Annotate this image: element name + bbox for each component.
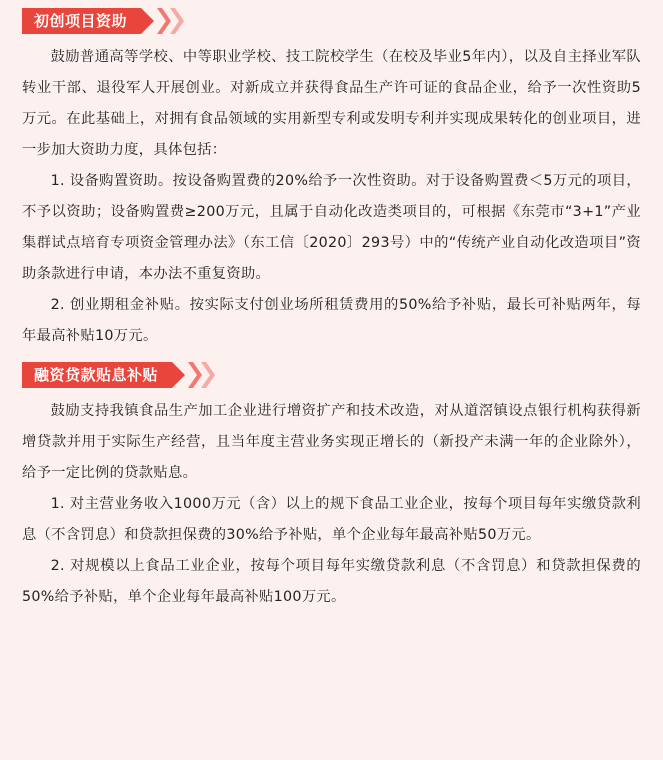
section-title: 初创项目资助 <box>22 8 141 34</box>
list-item: 2. 创业期租金补贴。按实际支付创业场所租赁费用的50%给予补贴，最长可补贴两年，每年最高补贴10万元。 <box>22 297 641 344</box>
list-item: 2. 对规模以上食品工业企业，按每个项目每年实缴贷款利息（不含罚息）和贷款担保费的50%给予补贴，单个企业每年最高补贴100万元。 <box>22 558 641 605</box>
decorative-chevrons <box>158 8 184 34</box>
decorative-chevrons <box>189 362 215 388</box>
section-intro: 鼓励支持我镇食品生产加工企业进行增资扩产和技术改造，对从道滘镇设点银行机构获得新增贷款并用于实际生产经营，且当年度主营业务实现正增长的（新投产未满一年的企业除外），给予一定比例的贷款贴息。 <box>22 403 641 481</box>
chevron-right-icon <box>188 362 202 388</box>
chevron-right-icon <box>170 8 184 34</box>
list-item: 1. 对主营业务收入1000万元（含）以上的规下食品工业企业，按每个项目每年实缴贷款利息（不含罚息）和贷款担保费的30%给予补贴，单个企业每年最高补贴50万元。 <box>22 496 641 543</box>
chevron-right-icon <box>157 8 171 34</box>
list-item: 1. 设备购置资助。按设备购置费的20%给予一次性资助。对于设备购置费＜5万元的项目，不予以资助；设备购置费≥200万元，且属于自动化改造类项目的，可根据《东莞市“3+1”产业集群试点培育专项资金管理办法》（东工信〔2020〕293号）中的“传统产业自动化改造项目”资助条款进行申请，本办法不重复资助。 <box>22 173 641 282</box>
section-header-loan-interest-subsidy <box>22 362 641 388</box>
section-intro: 鼓励普通高等学校、中等职业学校、技工院校学生（在校及毕业5年内），以及自主择业军队转业干部、退役军人开展创业。对新成立并获得食品生产许可证的食品企业，给予一次性资助5万元。在此基础上，对拥有食品领域的实用新型专利或发明专利并实现成果转化的创业项目，进一步加大资助力度，具体包括： <box>22 49 641 158</box>
section-title: 融资贷款贴息补贴 <box>22 362 172 388</box>
section-header-startup-funding <box>22 8 641 34</box>
chevron-right-icon <box>201 362 215 388</box>
